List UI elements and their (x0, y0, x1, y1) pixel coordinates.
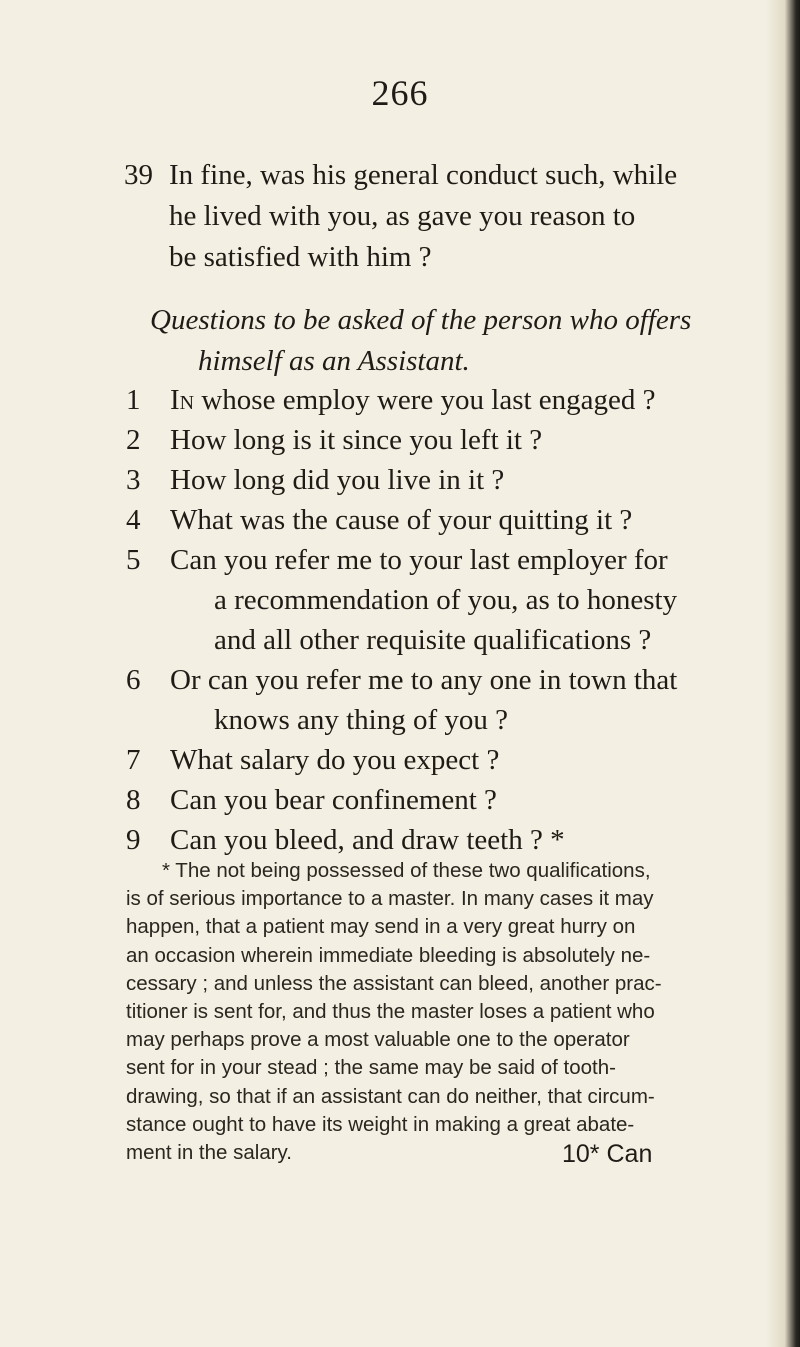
question-number: 5 (126, 544, 141, 576)
question-item-8 (126, 780, 766, 820)
question-39 (126, 155, 746, 278)
question-item-2 (126, 420, 766, 460)
section-heading-line: himself as an Assistant. (198, 345, 470, 377)
question-line: he lived with you, as gave you reason to (169, 200, 636, 232)
question-item-1 (126, 380, 766, 420)
question-line: In fine, was his general conduct such, while (169, 159, 678, 191)
question-item-6 (126, 660, 766, 740)
footnote-line: is of serious importance to a master. In many cases it may (126, 887, 654, 911)
question-line: What was the cause of your quitting it ? (170, 504, 633, 536)
question-line: Can you bear confinement ? (170, 784, 497, 816)
footnote-line: sent for in your stead ; the same may be said of tooth- (126, 1056, 616, 1080)
question-number: 8 (126, 784, 141, 816)
question-number: 39 (124, 159, 153, 191)
catchword: 10* Can (562, 1140, 653, 1168)
question-item-9 (126, 820, 766, 860)
question-line: Can you refer me to your last employer for (170, 544, 668, 576)
section-heading (150, 300, 760, 382)
assistant-questions-list (126, 380, 766, 860)
question-number: 6 (126, 664, 141, 696)
page-number: 266 (371, 73, 429, 113)
question-line: and all other requisite qualifications ? (214, 624, 652, 656)
question-line: What salary do you expect ? (170, 744, 500, 776)
footnote-line: cessary ; and unless the assistant can bleed, another prac- (126, 971, 662, 995)
page-edge-shadow (766, 0, 800, 1347)
section-heading-line: Questions to be asked of the person who offers (150, 304, 692, 336)
question-line (126, 380, 766, 420)
question-line: Or can you refer me to any one in town that (170, 664, 678, 696)
question-line: knows any thing of you ? (214, 704, 508, 736)
question-line: How long did you live in it ? (170, 464, 505, 496)
footnote-line: stance ought to have its weight in making a great abate- (126, 1112, 635, 1136)
question-number: 2 (126, 424, 141, 456)
question-item-5 (126, 540, 766, 660)
footnote-line: drawing, so that if an assistant can do neither, that circum- (126, 1084, 655, 1108)
question-line: be satisfied with him ? (169, 241, 432, 273)
footnote-line: * The not being possessed of these two qualifications, (162, 859, 651, 882)
question-item-7 (126, 740, 766, 780)
question-number: 4 (126, 504, 141, 536)
question-item-3 (126, 460, 766, 500)
question-number: 9 (126, 824, 141, 856)
question-line: a recommendation of you, as to honesty (214, 584, 678, 616)
footnote (126, 857, 752, 1167)
question-item-4 (126, 500, 766, 540)
question-line: How long is it since you left it ? (170, 424, 543, 456)
question-number: 3 (126, 464, 141, 496)
question-number: 1 (126, 384, 141, 416)
question-first-word: In (170, 384, 195, 416)
question-line: Can you bleed, and draw teeth ? * (170, 824, 565, 856)
footnote-line: titioner is sent for, and thus the master loses a patient who (126, 1000, 655, 1024)
question-text: whose employ were you last engaged ? (201, 384, 656, 416)
footnote-line: happen, that a patient may send in a very great hurry on (126, 915, 636, 939)
footnote-line: ment in the salary. (126, 1141, 292, 1165)
footnote-line: may perhaps prove a most valuable one to the operator (126, 1028, 630, 1052)
footnote-line: an occasion wherein immediate bleeding is absolutely ne- (126, 943, 651, 967)
question-number: 7 (126, 744, 141, 776)
